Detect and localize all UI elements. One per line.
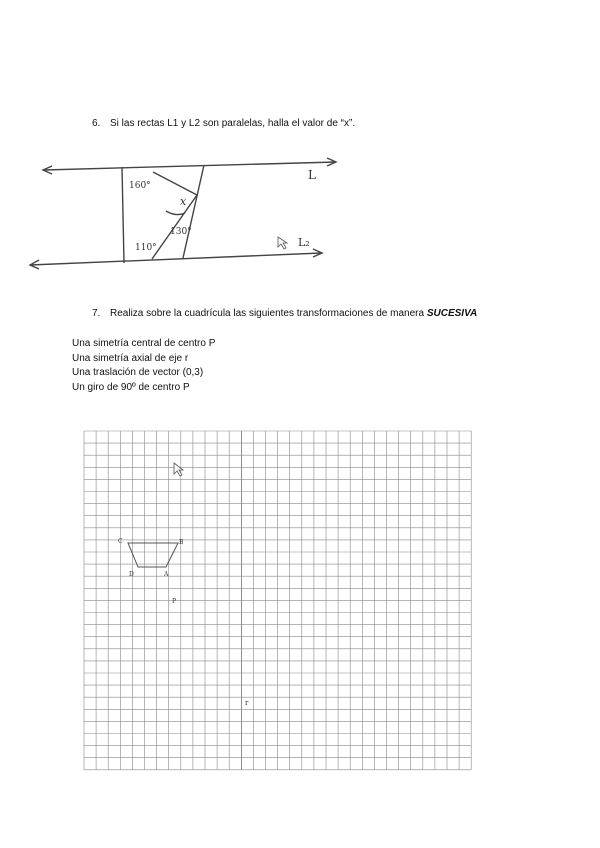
label-angle-130: 130° bbox=[170, 227, 192, 237]
vertex-a: A bbox=[164, 571, 169, 578]
vertex-c: C bbox=[118, 538, 123, 545]
question-6-number: 6. bbox=[92, 118, 101, 129]
label-x: x bbox=[180, 195, 187, 208]
question-7-number: 7. bbox=[92, 308, 101, 319]
point-p: P bbox=[172, 598, 177, 605]
axis-r-label: r bbox=[245, 699, 249, 707]
step-2: Una simetría axial de eje r bbox=[72, 352, 189, 364]
label-angle-110: 110° bbox=[135, 243, 157, 253]
label-line-l1: L bbox=[308, 168, 316, 182]
vertex-b: B bbox=[179, 539, 184, 546]
vertex-d: D bbox=[129, 571, 134, 578]
label-angle-160: 160° bbox=[129, 181, 151, 191]
question-7-emphasis: SUCESIVA bbox=[426, 308, 478, 319]
question-7-text: Realiza sobre la cuadrícula las siguientes transformaciones de manera bbox=[110, 308, 425, 319]
step-3: Una traslación de vector (0,3) bbox=[72, 367, 204, 378]
label-line-l2: L₂ bbox=[298, 236, 310, 249]
step-4: Un giro de 90º de centro P bbox=[72, 381, 190, 393]
step-1: Una simetría central de centro P bbox=[72, 338, 216, 349]
question-6-text: Si las rectas L1 y L2 son paralelas, halla el valor de “x”. bbox=[110, 118, 356, 129]
trapezoid-shape bbox=[128, 543, 178, 567]
cursor-icon bbox=[174, 463, 183, 476]
